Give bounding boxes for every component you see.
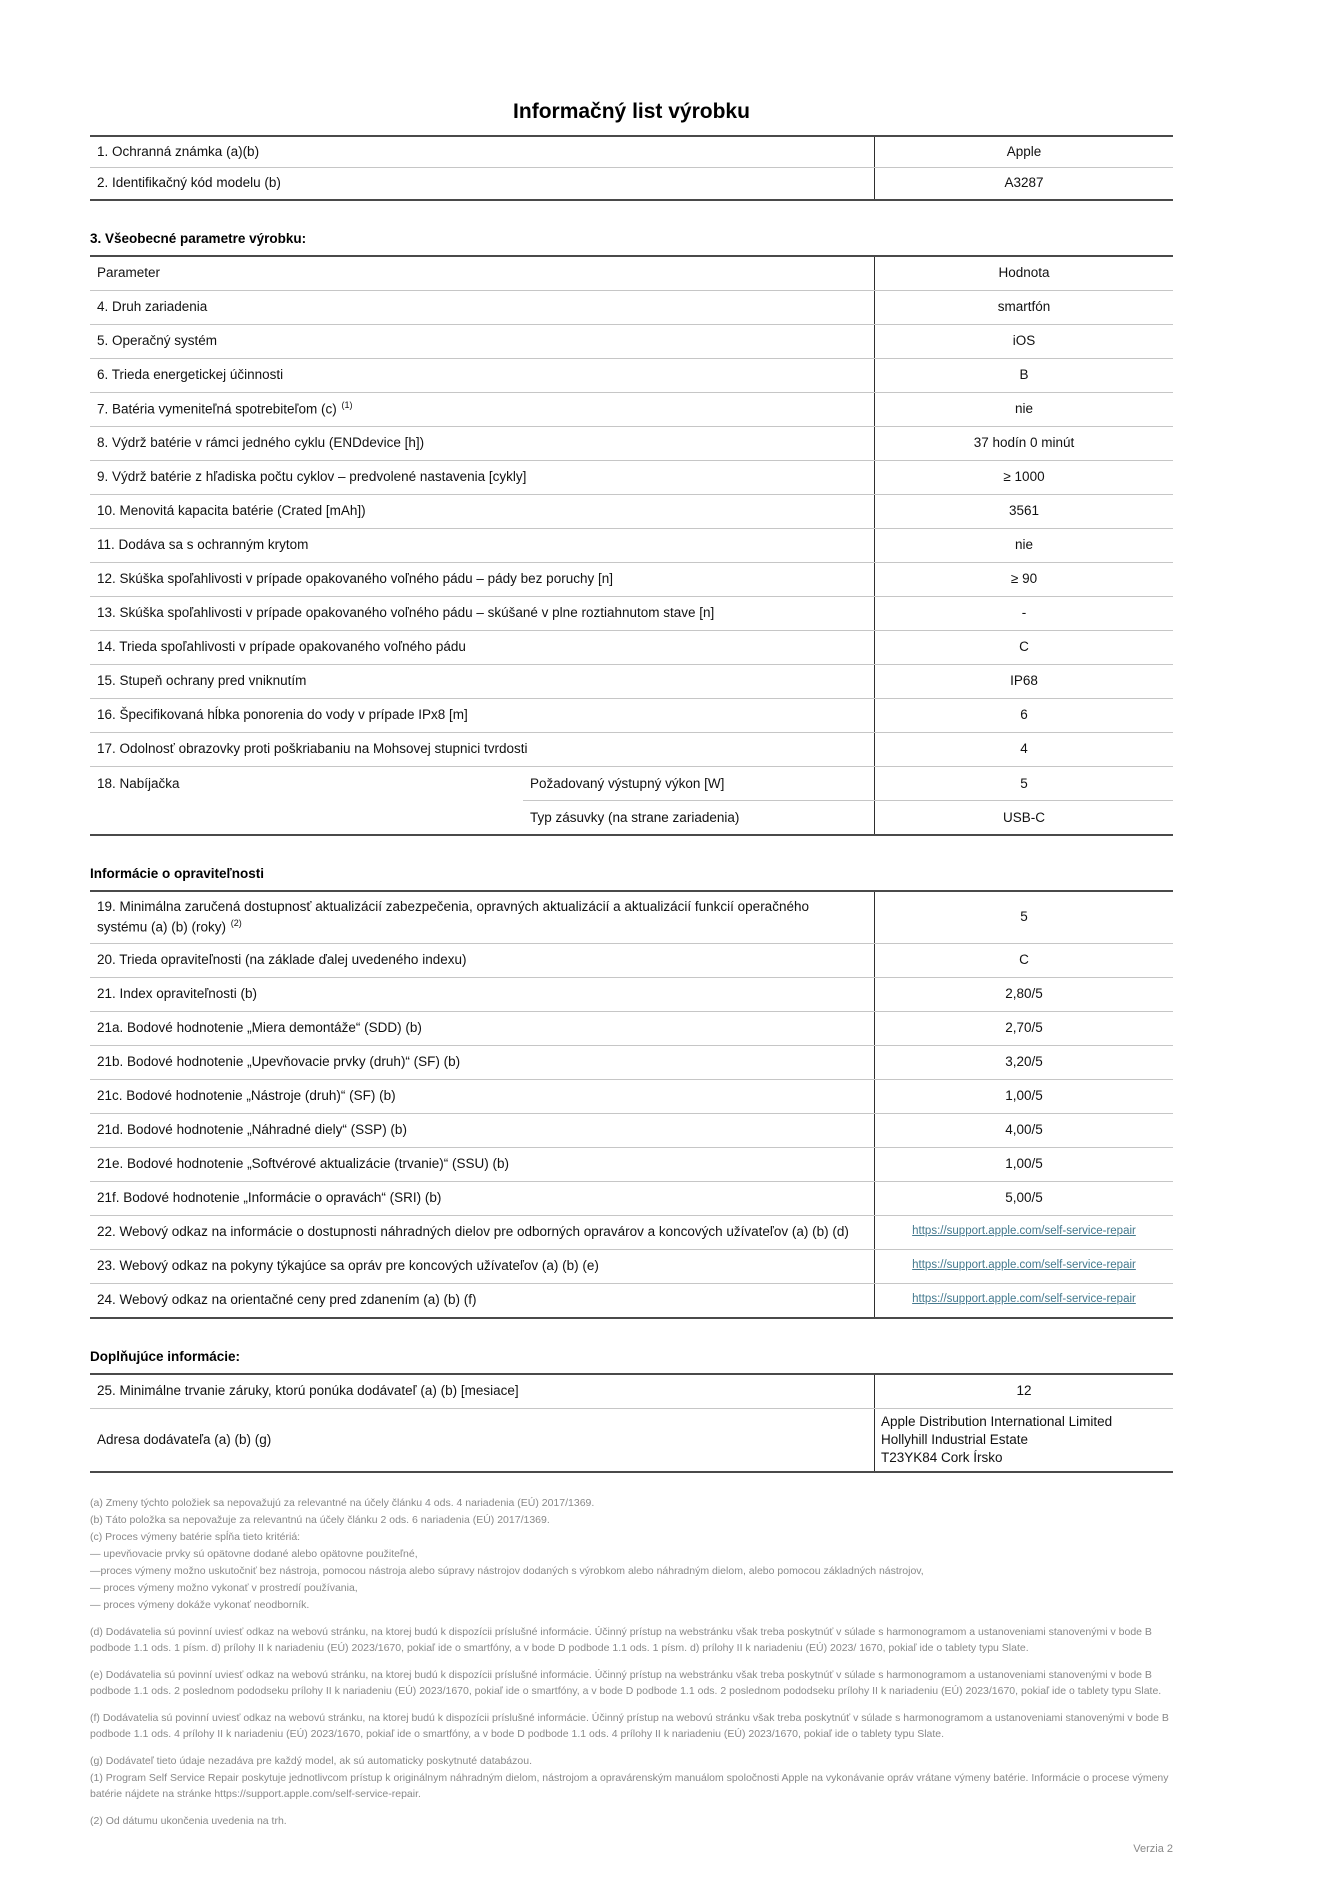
table-row: 21f. Bodové hodnotenie „Informácie o opravách“ (SRI) (b) 5,00/5 — [90, 1181, 1173, 1215]
footnote-f: (f) Dodávatelia sú povinní uviesť odkaz na webovú stránku, na ktorej budú k dispozícii príslušné informácie. Účinný prístup na webovú stránku však treba poskytnúť v súlade s harmonogramom a ustanoveniami stanovenými v bode B podbode 1.1 ods. 4 prílohy II k nariadeniu (EÚ) 2023/1670, pokiaľ ide o smartfóny, a v bode D podbode 1.1 ods. 4 prílohy II k nariadeniu (EÚ) 2023/1670, pokiaľ ide o tablety typu Slate. — [90, 1712, 1169, 1741]
column-header-value: Hodnota — [874, 257, 1173, 290]
footnote-c-item: —proces výmeny možno uskutočniť bez nástroja, pomocou nástroja alebo súpravy nástrojov dodaných s výrobkom alebo náhradným dielom, alebo pomocou základných nástrojov, — [90, 1565, 924, 1578]
param-value: A3287 — [874, 168, 1173, 198]
table-row: 21e. Bodové hodnotenie „Softvérové aktualizácie (trvanie)“ (SSU) (b) 1,00/5 — [90, 1147, 1173, 1181]
supplier-address-row — [90, 1408, 1173, 1472]
supplier-address-value: Apple Distribution International Limited Hollyhill Industrial Estate T23YK84 Cork Írsko — [874, 1409, 1173, 1472]
param-label: 2. Identifikačný kód modelu (b) — [97, 175, 281, 191]
charger-row — [90, 766, 1173, 834]
footnote-c: (c) Proces výmeny batérie spĺňa tieto kritériá: — [90, 1531, 301, 1544]
footnote-a: (a) Zmeny týchto položiek sa nepovažujú za relevantné na účely článku 4 ods. 4 nariadenia (EÚ) 2017/1369. — [90, 1497, 595, 1510]
table-row — [90, 167, 1173, 198]
version-label: Verzia 2 — [1133, 1843, 1173, 1856]
table-row — [90, 137, 1173, 167]
table-row: 23. Webový odkaz na pokyny týkajúce sa opráv pre koncových užívateľov (a) (b) (e) https://support.apple.com/self-service-repair — [90, 1249, 1173, 1283]
footnote-2: (2) Od dátumu ukončenia uvedenia na trh. — [90, 1815, 287, 1828]
spare-parts-link[interactable]: https://support.apple.com/self-service-repair — [912, 1225, 1136, 1238]
table-row: 20. Trieda opraviteľnosti (na základe ďalej uvedeného indexu) C — [90, 943, 1173, 977]
footnote-c-item: — proces výmeny dokáže vykonať neodborník. — [90, 1599, 310, 1612]
repairability-table — [90, 890, 1173, 1319]
footnote-c-item: — upevňovacie prvky sú opätovne dodané alebo opätovne použiteľné, — [90, 1548, 418, 1561]
product-information-sheet — [90, 0, 1173, 1895]
charger-sub-label: Požadovaný výstupný výkon [W] — [530, 775, 725, 791]
supplier-address-label: Adresa dodávateľa (a) (b) (g) — [97, 1431, 272, 1447]
section-heading-repairability: Informácie o opraviteľnosti — [90, 865, 264, 881]
general-table — [90, 255, 1173, 836]
additional-table — [90, 1373, 1173, 1474]
table-row: 21c. Bodové hodnotenie „Nástroje (druh)“ (SF) (b) 1,00/5 — [90, 1079, 1173, 1113]
section-heading-general: 3. Všeobecné parametre výrobku: — [90, 230, 307, 246]
table-row: 5. Operačný systém iOS — [90, 324, 1173, 358]
footnotes — [90, 1495, 1173, 1829]
charger-subrow — [523, 767, 1173, 800]
table-row: 22. Webový odkaz na informácie o dostupnosti náhradných dielov pre odborných opravárov a koncových užívateľov (a) (b) (d) https://support.apple.com/self-service-repair — [90, 1215, 1173, 1249]
footnote-c-item: — proces výmeny možno vykonať v prostredí používania, — [90, 1582, 358, 1595]
column-header-parameter: Parameter — [97, 264, 161, 280]
table-row: 15. Stupeň ochrany pred vniknutím IP68 — [90, 664, 1173, 698]
table-row: 19. Minimálna zaručená dostupnosť aktualizácií zabezpečenia, opravných aktualizácií a aktualizácií funkcií operačného systému (a) (b) (roky) $^{(2)}$ 5 — [90, 892, 1173, 943]
repair-instructions-link[interactable]: https://support.apple.com/self-service-repair — [912, 1259, 1136, 1272]
param-value: Apple — [874, 137, 1173, 167]
table-row: 21d. Bodové hodnotenie „Náhradné diely“ (SSP) (b) 4,00/5 — [90, 1113, 1173, 1147]
footnote-1: (1) Program Self Service Repair poskytuje jednotlivcom prístup k originálnym náhradným dielom, nástrojom a opravárenským manuálom spoločnosti Apple na vykonávanie opráv vrátane výmeny batérie. Informácie o procese výmeny batérie nájdete na stránke https://support.apple.com/self-service-repair. — [90, 1772, 1169, 1801]
section-heading-additional: Doplňujúce informácie: — [90, 1348, 241, 1364]
table-row: 12. Skúška spoľahlivosti v prípade opakovaného voľného pádu – pády bez poruchy [n] ≥ 90 — [90, 562, 1173, 596]
footnote-d: (d) Dodávatelia sú povinní uviesť odkaz na webovú stránku, na ktorej budú k dispozícii príslušné informácie. Účinný prístup na webstránku však treba poskytnúť v súlade s harmonogramom a ustanoveniami stanovenými v bode B podbode 1.1 ods. 1 písm. d) prílohy II k nariadeniu (EÚ) 2023/1670, pokiaľ ide o smartfóny, a v bode D podbode 1.1 ods. 1 písm. d) prílohy II k nariadeniu (EÚ) 2023/ 1670, pokiaľ ide o tablety typu Slate. — [90, 1626, 1152, 1655]
id-table — [90, 135, 1173, 201]
pricing-link[interactable]: https://support.apple.com/self-service-repair — [912, 1293, 1136, 1306]
table-row: 7. Batéria vymeniteľná spotrebiteľom (c) $^{(1)}$ nie — [90, 392, 1173, 426]
table-header-row — [90, 257, 1173, 290]
table-row: 16. Špecifikovaná hĺbka ponorenia do vody v prípade IPx8 [m] 6 — [90, 698, 1173, 732]
table-row: 25. Minimálne trvanie záruky, ktorú ponúka dodávateľ (a) (b) [mesiace] 12 — [90, 1375, 1173, 1408]
charger-label: 18. Nabíjačka — [97, 775, 180, 791]
page-title: Informačný list výrobku — [513, 100, 750, 123]
table-row: 4. Druh zariadenia smartfón — [90, 290, 1173, 324]
table-row: 6. Trieda energetickej účinnosti B — [90, 358, 1173, 392]
param-label: 1. Ochranná známka (a)(b) — [97, 144, 260, 159]
table-row: 24. Webový odkaz na orientačné ceny pred zdanením (a) (b) (f) https://support.apple.com/self-service-repair — [90, 1283, 1173, 1317]
table-row: 21b. Bodové hodnotenie „Upevňovacie prvky (druh)“ (SF) (b) 3,20/5 — [90, 1045, 1173, 1079]
table-row: 9. Výdrž batérie z hľadiska počtu cyklov – predvolené nastavenia [cykly] ≥ 1000 — [90, 460, 1173, 494]
table-row: 11. Dodáva sa s ochranným krytom nie — [90, 528, 1173, 562]
charger-sub-value: USB-C — [874, 801, 1173, 834]
table-row: 17. Odolnosť obrazovky proti poškriabaniu na Mohsovej stupnici tvrdosti 4 — [90, 732, 1173, 766]
table-row: 8. Výdrž batérie v rámci jedného cyklu (ENDdevice [h]) 37 hodín 0 minút — [90, 426, 1173, 460]
table-row: 10. Menovitá kapacita batérie (Crated [mAh]) 3561 — [90, 494, 1173, 528]
table-row: 21. Index opraviteľnosti (b) 2,80/5 — [90, 977, 1173, 1011]
table-row: 14. Trieda spoľahlivosti v prípade opakovaného voľného pádu C — [90, 630, 1173, 664]
charger-sub-label: Typ zásuvky (na strane zariadenia) — [530, 809, 740, 825]
footnote-g: (g) Dodávateľ tieto údaje nezadáva pre každý model, ak sú automaticky poskytnuté databázou. — [90, 1755, 532, 1768]
footnote-e: (e) Dodávatelia sú povinní uviesť odkaz na webovú stránku, na ktorej budú k dispozícii príslušné informácie. Účinný prístup na webstránku však treba poskytnúť v súlade s harmonogramom a ustanoveniami stanovenými v bode B podbode 1.1 ods. 2 poslednom pododseku prílohy II k nariadeniu (EÚ) 2023/1670, pokiaľ ide o smartfóny, a v bode D podbode 1.1 ods. 2 poslednom pododseku prílohy II k nariadeniu (EÚ) 2023/1670, pokiaľ ide o tablety typu Slate. — [90, 1669, 1162, 1698]
table-row: 13. Skúška spoľahlivosti v prípade opakovaného voľného pádu – skúšané v plne roztiahnutom stave [n] - — [90, 596, 1173, 630]
charger-sub-value: 5 — [874, 767, 1173, 800]
footnote-b: (b) Táto položka sa nepovažuje za relevantnú na účely článku 2 ods. 6 nariadenia (EÚ) 2017/1369. — [90, 1514, 550, 1527]
charger-subrow — [523, 800, 1173, 834]
table-row: 21a. Bodové hodnotenie „Miera demontáže“ (SDD) (b) 2,70/5 — [90, 1011, 1173, 1045]
